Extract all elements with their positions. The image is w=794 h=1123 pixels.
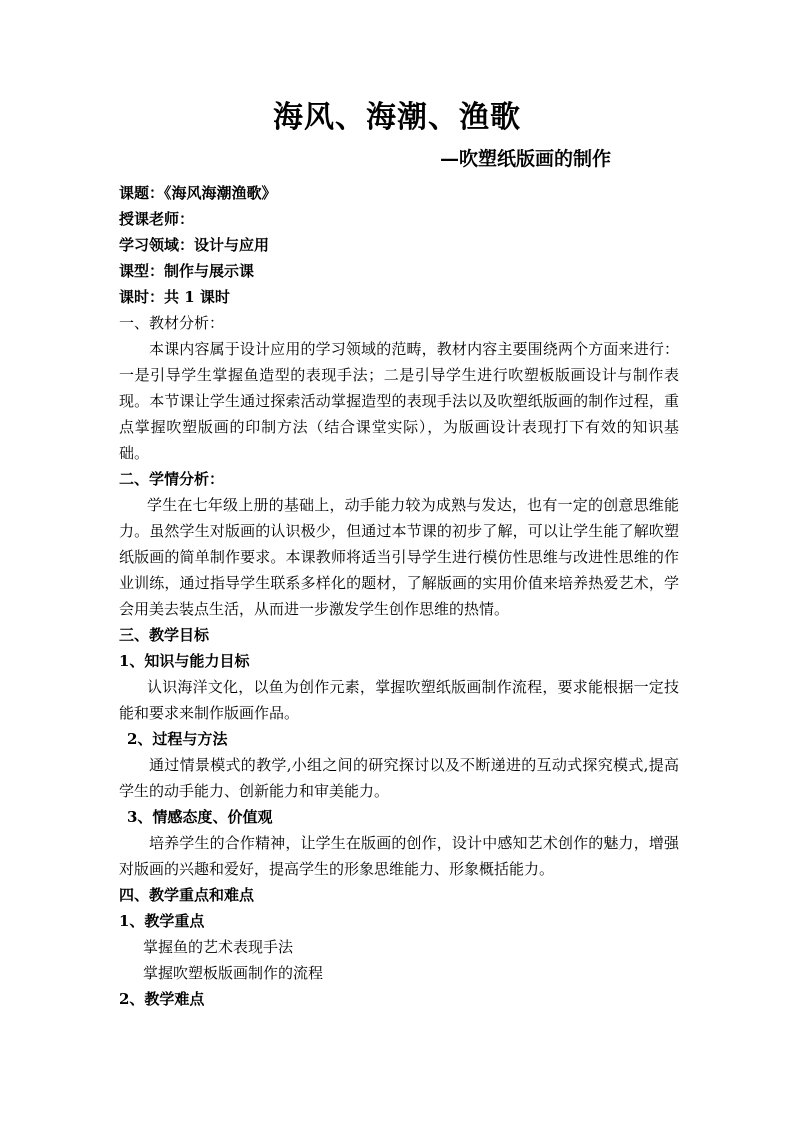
section1-body: 本课内容属于设计应用的学习领域的范畴，教材内容主要围绕两个方面来进行：一是引导学生掌握鱼造型的表现手法；二是引导学生进行吹塑板版画设计与制作表现。本节课让学生通过探索活动掌握造型的表现手法以及吹塑纸版画的制作过程，重点掌握吹塑版画的印制方法（结合课堂实际），为版画设计表现打下有效的知识基础。 — [119, 340, 679, 462]
key-point-item-2: 掌握吹塑板版画制作的流程 — [143, 964, 324, 982]
info-hours: 课时：共 1 课时 — [119, 288, 230, 306]
document-subtitle: —吹塑纸版画的制作 — [440, 148, 612, 170]
info-teacher: 授课老师： — [119, 210, 195, 228]
difficulties-heading: 2、教学难点 — [119, 990, 205, 1008]
info-lesson-type: 课型：制作与展示课 — [119, 262, 255, 280]
section1-heading: 一、教材分析： — [119, 314, 225, 332]
section2-body — [119, 492, 679, 622]
section2-body-text: 学生在七年级上册的基础上，动手能力较为成熟与发达，也有一定的创意思维能力。虽然学生对版画的认识极少，但通过本节课的初步了解，可以让学生能了解吹塑纸版画的简单制作要求。本课教师将适当引导学生进行模仿性思维与改进性思维的作业训练，通过指导学生联系多样化的题材，了解版画的实用价值来培养热爱艺术，学会用美去装点生活，从而进一步激发学生创作思维的热情。 — [119, 496, 679, 618]
goal2-body: 通过情景模式的教学,小组之间的研究探讨以及不断递进的互动式探究模式,提高学生的动手能力、创新能力和审美能力。 — [119, 756, 679, 800]
info-topic: 课题：《海风海潮渔歌》 — [119, 184, 277, 202]
goal3-body: 培养学生的合作精神，让学生在版画的创作，设计中感知艺术创作的魅力，增强对版画的兴趣和爱好，提高学生的形象思维能力、形象概括能力。 — [119, 834, 679, 878]
goal1-body: 认识海洋文化，以鱼为创作元素，掌握吹塑纸版画制作流程，要求能根据一定技能和要求来制作版画作品。 — [119, 678, 679, 722]
key-point-item-1: 掌握鱼的艺术表现手法 — [143, 938, 294, 956]
goal1-heading: 1、知识与能力目标 — [119, 652, 250, 670]
section3-heading: 三、教学目标 — [119, 626, 210, 644]
goal2-heading: 2、过程与方法 — [127, 730, 228, 748]
key-points-heading: 1、教学重点 — [119, 912, 205, 930]
document-title: 海风、海潮、渔歌 — [273, 100, 521, 135]
document-body — [119, 180, 679, 1012]
section4-heading: 四、教学重点和难点 — [119, 886, 255, 904]
goal3-heading: 3、情感态度、价值观 — [127, 808, 273, 826]
info-domain: 学习领域：设计与应用 — [119, 236, 270, 254]
section2-heading: 二、学情分析： — [119, 470, 225, 488]
